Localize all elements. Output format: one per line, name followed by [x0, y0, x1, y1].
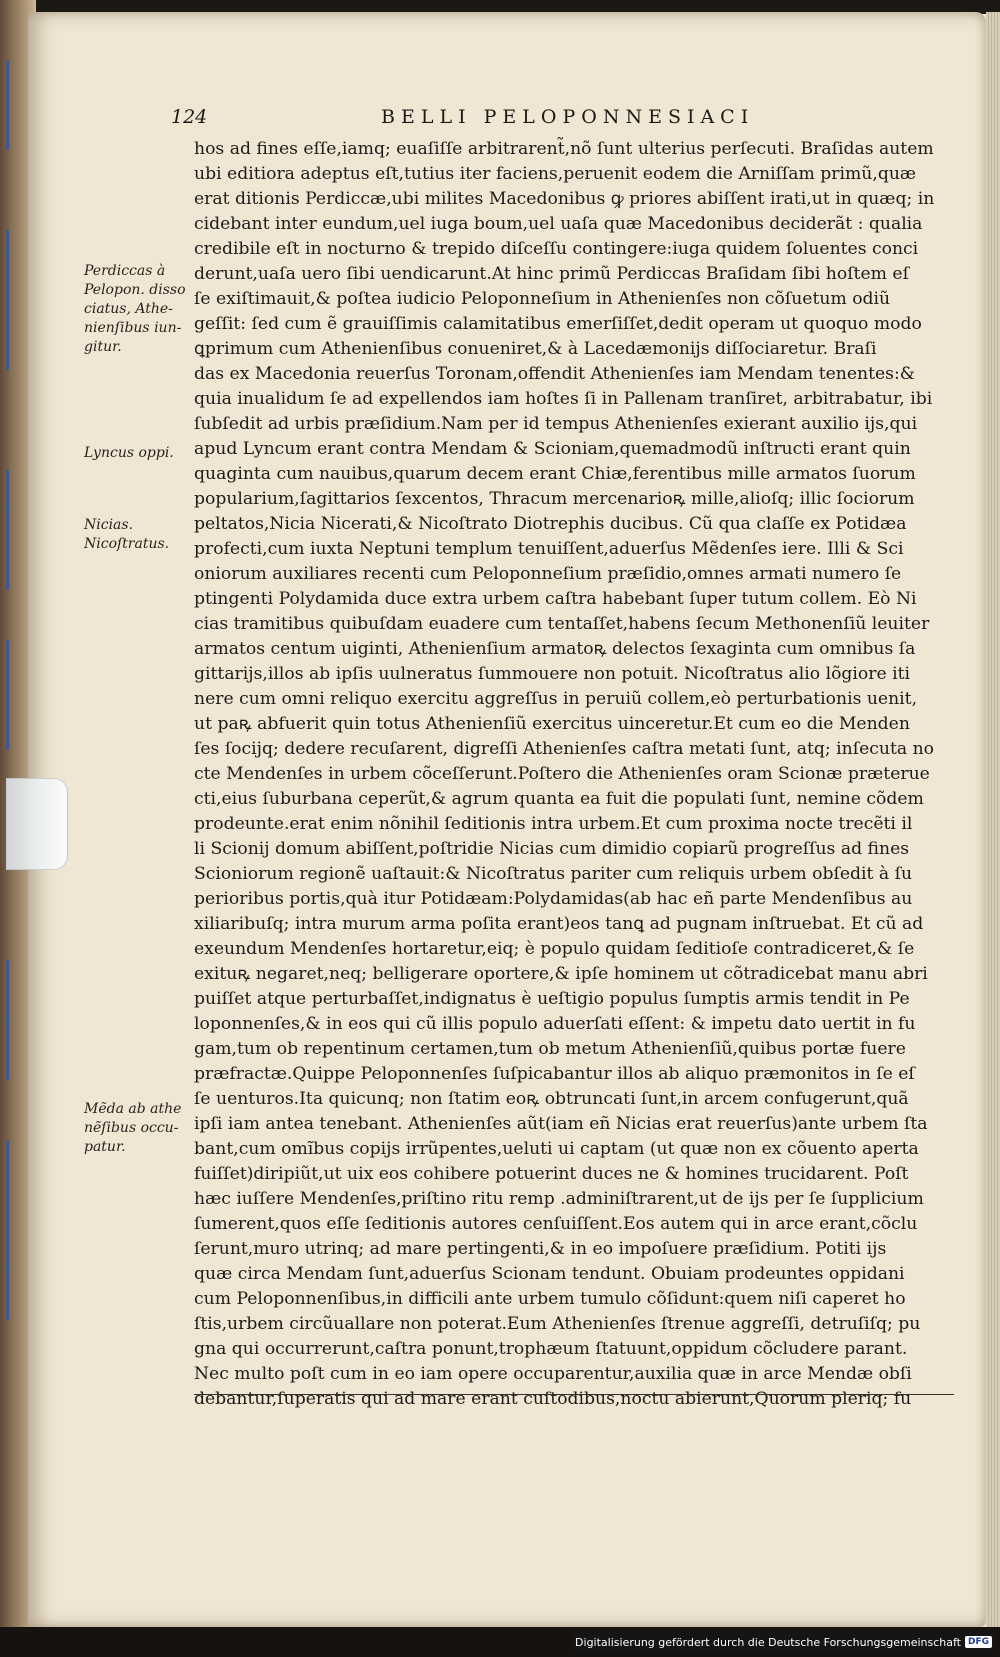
- dfg-logo: DFG: [965, 1636, 992, 1648]
- text-line: hos ad fines eſſe,iamq; euaſiſſe arbitrarent̃,nõ ſunt ulterius perſecuti. Braſidas autem: [194, 139, 934, 159]
- text-line: hæc iuſſere Mendenſes,priſtino ritu remp .adminiſtrarent,ut de ijs per ſe ſupplicium: [194, 1189, 924, 1209]
- text-line: erat ditionis Perdiccæ,ubi milites Macedonibus ꝙ priores abiſſent irati,ut in quæq; in: [194, 189, 935, 209]
- margin-note-line: gitur.: [84, 339, 122, 355]
- spine-ink-mark: [6, 60, 9, 150]
- margin-note-line: ciatus, Athe-: [84, 301, 173, 317]
- spine-ink-mark: [6, 470, 9, 590]
- text-line: ut paꝶ abfuerit quin totus Athenienſiũ exercitus uinceretur.Et cum eo die Menden: [194, 714, 910, 734]
- text-line: das ex Macedonia reuerſus Toronam,offendit Athenienſes iam Mendam tenentes:&: [194, 364, 916, 384]
- text-line: fuiſſet)diripiũt,ut uix eos cohibere potuerint duces ne & homines trucidarent. Poſt: [194, 1164, 909, 1184]
- text-line: cidebant inter eundum,uel iuga boum,uel uaſa quæ Macedonibus deciderãt : qualia: [194, 214, 923, 234]
- text-line: puiſſet atque perturbaſſet,indignatus è ueſtigio populus ſumptis armis tendit in Pe: [194, 989, 910, 1009]
- text-line: ſerunt,muro utrinq; ad mare pertingenti,& in eo impoſuere præſidium. Potiti ijs: [194, 1239, 887, 1259]
- spine-ink-mark: [6, 640, 9, 750]
- margin-note-line: nienſibus iun-: [84, 320, 182, 336]
- margin-note-lyncus: [84, 444, 196, 463]
- margin-note-line: Mẽda ab athe: [84, 1101, 182, 1117]
- text-line: armatos centum uiginti, Athenienſium armatoꝶ delectos ſexaginta cum omnibus ſa: [194, 639, 916, 659]
- text-line: perioribus portis,quà itur Potidæam:Polydamidas(ab hac eñ parte Mendenſibus au: [194, 889, 913, 909]
- text-line: Nec multo poſt cum in eo iam opere occuparentur,auxilia quæ in arce Mendæ obſi: [194, 1364, 912, 1384]
- text-line: credibile eſt in nocturno & trepido diſceſſu contingere:iuga quidem ſoluentes conci: [194, 239, 919, 259]
- text-line: ptingenti Polydamida duce extra urbem caſtra habebant ſuper tutum collem. Eò Ni: [194, 589, 917, 609]
- text-line: debantur,ſuperatis qui ad mare erant cuſtodibus,noctu abierunt,Quorum pleriq; fu: [194, 1389, 912, 1409]
- text-line: li Scionij domum abiſſent,poſtridie Nicias cum dimidio copiarũ progreſſus ad fines: [194, 839, 910, 859]
- margin-note-line: Pelopon. disso: [84, 282, 186, 298]
- page-number: 124: [171, 106, 208, 128]
- text-line: popularium,ſagittarios ſexcentos, Thracum mercenarioꝶ mille,alioſq; illic ſociorum: [194, 489, 915, 509]
- text-line: ſe uenturos.Ita quicunq; non ſtatim eoꝶ obtruncati ſunt,in arcem confugerunt,quã: [194, 1089, 909, 1109]
- text-line: ſtis,urbem circũuallare non poterat.Eum Athenienſes ſtrenue aggreſſi, detruſiſq; pu: [194, 1314, 921, 1334]
- margin-note-line: nẽſibus occu-: [84, 1120, 179, 1136]
- text-line: Scioniorum regionẽ uaſtauit:& Nicoſtratus pariter cum reliquis urbem obſedit à ſu: [194, 864, 913, 884]
- digitization-footer: [571, 1631, 996, 1653]
- text-line: gittarijs,illos ab ipſis uulneratus ſummouere non potuit. Nicoſtratus alio lõgiore iti: [194, 664, 911, 684]
- text-line: oniorum auxiliares recenti cum Peloponneſium præſidio,omnes armati numero ſe: [194, 564, 902, 584]
- text-line: gam,tum ob repentinum certamen,tum ob metum Athenienſiũ,quibus portæ fuere: [194, 1039, 906, 1059]
- text-line: nere cum omni reliquo exercitu aggreſſus in peruiũ collem,eò perturbationis uenit,: [194, 689, 918, 709]
- text-line: cte Mendenſes in urbem cõceſſerunt.Poſtero die Athenienſes oram Scionæ præterue: [194, 764, 930, 784]
- text-line: præfractæ.Quippe Peloponnenſes ſuſpicabantur illos ab aliquo præmonitos in ſe eſ: [194, 1064, 915, 1084]
- text-line: ꝗprimum cum Athenienſibus conueniret,& à Lacedæmonijs diſſociaretur. Braſi: [194, 339, 877, 359]
- page-stack-edge: [986, 12, 1000, 1627]
- margin-note-perdiccas: [84, 262, 196, 357]
- text-line: loponnenſes,& in eos qui cũ illis populo aduerſati eſſent: & impetu dato uertit in fu: [194, 1014, 916, 1034]
- text-line: prodeunte.erat enim nõnihil ſeditionis intra urbem.Et cum proxima nocte trecẽti il: [194, 814, 913, 834]
- text-line: quæ circa Mendam ſunt,aduerſus Scionam tendunt. Obuiam prodeuntes oppidani: [194, 1264, 905, 1284]
- main-text-block: [194, 137, 954, 1412]
- text-line: ſumerent,quos eſſe ſeditionis autores cenſuiſſent.Eos autem qui in arce erant,cõclu: [194, 1214, 918, 1234]
- text-line: quia inualidum ſe ad expellendos iam hoſtes ſi in Pallenam tranſiret, arbitrabatur, ibi: [194, 389, 933, 409]
- margin-note-nicias: [84, 516, 196, 554]
- text-line: gna qui occurrerunt,caſtra ponunt,trophæum ſtatuunt,oppidum cõcludere parant.: [194, 1339, 908, 1359]
- margin-note-line: Perdiccas à: [84, 263, 166, 279]
- spine-ink-mark: [6, 230, 9, 370]
- text-line: quaginta cum nauibus,quarum decem erant Chiæ,ferentibus mille armatos ſuorum: [194, 464, 916, 484]
- text-line: ubi editiora adeptus eſt,tutius iter faciens,peruenit eodem die Arniſſam primũ,quæ: [194, 164, 917, 184]
- text-line: profecti,cum iuxta Neptuni templum tenuiſſent,aduerſus Mẽdenſes iere. Illi & Sci: [194, 539, 904, 559]
- margin-note-line: Lyncus oppi.: [84, 445, 174, 461]
- text-line: derunt,uaſa uero ſibi uendicarunt.At hinc primũ Perdiccas Braſidam ſibi hoſtem eſ: [194, 264, 909, 284]
- margin-note-line: patur.: [84, 1139, 126, 1155]
- text-line: exituꝶ negaret,neq; belligerare oportere,& ipſe hominem ut cõtradicebat manu abri: [194, 964, 928, 984]
- bottom-rule: [194, 1394, 954, 1395]
- text-line: apud Lyncum erant contra Mendam & Scioniam,quemadmodũ inſtructi erant quin: [194, 439, 911, 459]
- text-line: ipſi iam antea tenebant. Athenienſes aũt(iam eñ Nicias erat reuerſus)ante urbem ſta: [194, 1114, 928, 1134]
- spine-ink-mark: [6, 960, 9, 1080]
- page-clip: [6, 778, 68, 870]
- text-line: cti,eius ſuburbana ceperũt,& agrum quanta ea fuit die populati ſunt, nemine cõdem: [194, 789, 924, 809]
- margin-note-line: Nicoſtratus.: [84, 536, 170, 552]
- text-line: cias tramitibus quibuſdam euadere cum tentaſſet,habens ſecum Methonenſiũ leuiter: [194, 614, 930, 634]
- text-line: peltatos,Nicia Nicerati,& Nicoſtrato Diotrephis ducibus. Cũ qua claſſe ex Potidæa: [194, 514, 907, 534]
- page-header: [171, 106, 961, 130]
- text-line: ſubſedit ad urbis præſidium.Nam per id tempus Athenienſes exierant auxilio ijs,qui: [194, 414, 918, 434]
- text-line: exeundum Mendenſes hortaretur,eiq; è populo quidam ſeditioſe contradiceret,& ſe: [194, 939, 915, 959]
- text-line: xiliaribuſq; intra murum arma poſita erant)eos tanꝗ ad pugnam inſtruebat. Et cũ ad: [194, 914, 924, 934]
- spine-ink-mark: [6, 1140, 9, 1320]
- text-line: ſes ſocijq; dedere recuſarent, digreſſi Athenienſes caſtra metati ſunt, atq; inſecuta no: [194, 739, 935, 759]
- margin-note-line: Nicias.: [84, 517, 134, 533]
- margin-note-menda: [84, 1100, 196, 1157]
- text-line: geſſit: ſed cum ẽ grauiſſimis calamitatibus emerſiſſet,dedit operam ut quoquo modo: [194, 314, 922, 334]
- text-line: ſe exiſtimauit,& poſtea iudicio Peloponneſium in Athenienſes non cõſuetum odiũ: [194, 289, 891, 309]
- text-line: bant,cum omĩbus copijs irrũpentes,ueluti ui captam (ut quæ non ex cõuento aperta: [194, 1139, 919, 1159]
- footer-credit: Digitalisierung gefördert durch die Deutsche Forschungsgemeinschaft: [575, 1635, 961, 1649]
- text-line: cum Peloponnenſibus,in difficili ante urbem tumulo cõſidunt:quem niſi caperet ho: [194, 1289, 906, 1309]
- running-head: BELLI PELOPONNESIACI: [381, 106, 755, 128]
